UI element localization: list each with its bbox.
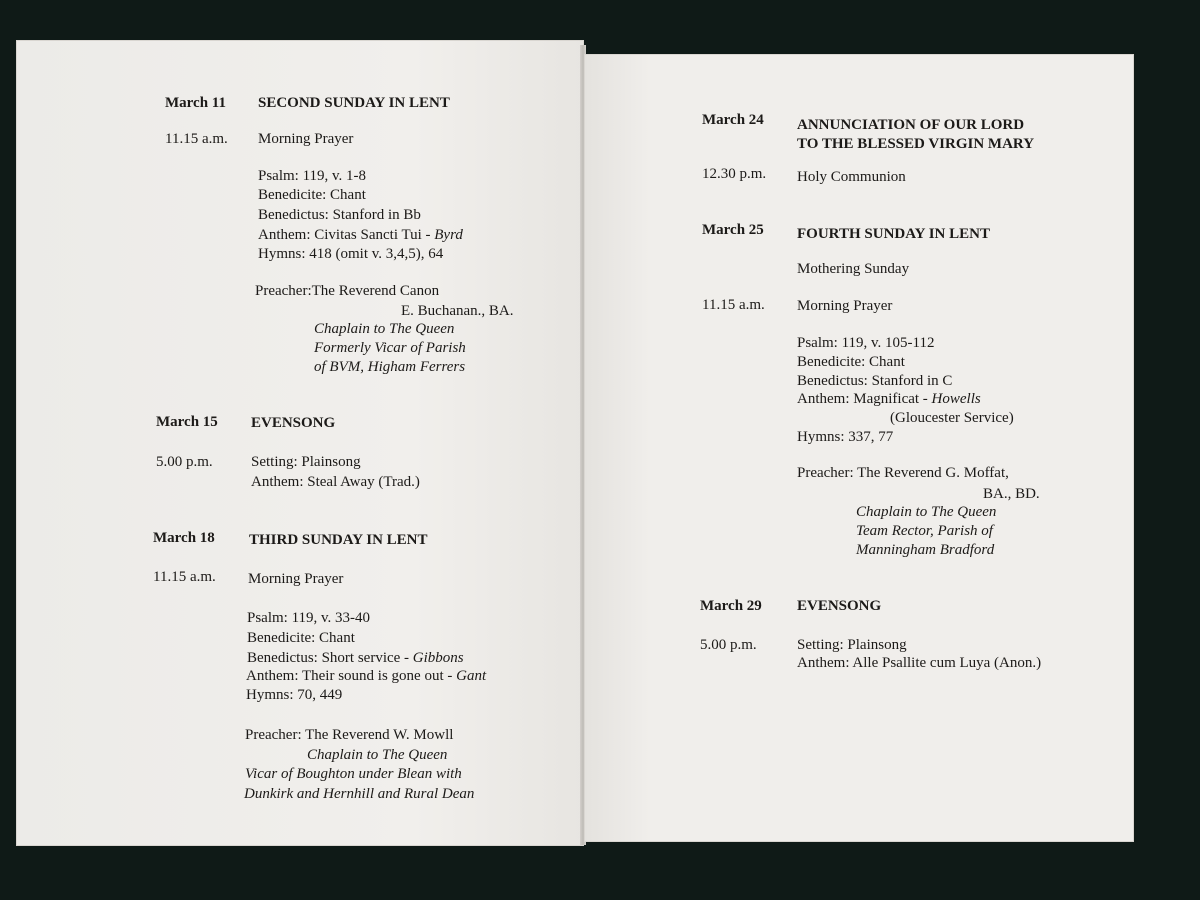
entry-time: 11.15 a.m. [165, 131, 228, 147]
entry-time: 5.00 p.m. [156, 454, 213, 470]
anthem-line [797, 390, 981, 409]
anthem-text: Anthem: Magnificat - [797, 391, 932, 407]
entry-date: March 25 [702, 222, 764, 238]
right-page [584, 54, 1134, 842]
music-line: Psalm: 119, v. 1-8 [258, 168, 367, 184]
music-line: Benedicite: Chant [247, 630, 355, 646]
anthem-line [246, 667, 486, 686]
entry-time: 5.00 p.m. [700, 637, 757, 653]
entry-time: 12.30 p.m. [702, 166, 767, 182]
service-name: Holy Communion [797, 169, 906, 185]
preacher-title: Chaplain to The Queen [314, 321, 455, 337]
composer-name: Gibbons [412, 650, 464, 666]
service-name: Morning Prayer [248, 571, 344, 587]
entry-date: March 11 [165, 95, 226, 111]
music-line: Benedictus: Stanford in C [797, 373, 953, 389]
anthem-line: Anthem: Alle Psallite cum Luya (Anon.) [797, 655, 1042, 671]
preacher-line: E. Buchanan., BA. [401, 303, 514, 319]
entry-time: 11.15 a.m. [702, 297, 765, 313]
preacher-title: Formerly Vicar of Parish [314, 340, 466, 356]
entry-title: EVENSONG [797, 598, 882, 614]
music-line: Psalm: 119, v. 33-40 [247, 610, 371, 626]
setting-line: Setting: Plainsong [797, 637, 907, 653]
preacher-title: Team Rector, Parish of [856, 523, 993, 539]
entry-title: THIRD SUNDAY IN LENT [249, 532, 428, 548]
benedictus-text: Benedictus: Short service - [247, 650, 413, 666]
service-name: Morning Prayer [797, 298, 893, 314]
preacher-title: Chaplain to The Queen [856, 504, 997, 520]
entry-date: March 29 [700, 598, 762, 614]
composer-name: Howells [931, 391, 981, 407]
entry-subtitle: Mothering Sunday [797, 261, 910, 277]
hymns-line: Hymns: 418 (omit v. 3,4,5), 64 [258, 246, 444, 262]
anthem-text: Anthem: Civitas Sancti Tui - [258, 227, 435, 243]
preacher-title: Dunkirk and Hernhill and Rural Dean [244, 786, 475, 802]
hymns-line: Hymns: 70, 449 [246, 687, 343, 703]
preacher-line: BA., BD. [983, 486, 1040, 502]
entry-title: TO THE BLESSED VIRGIN MARY [797, 136, 1035, 152]
anthem-service: (Gloucester Service) [890, 410, 1014, 426]
preacher-line: Preacher: The Reverend W. Mowll [245, 727, 454, 743]
entry-title: SECOND SUNDAY IN LENT [258, 95, 450, 111]
benedictus-line [247, 649, 464, 668]
anthem-line [258, 226, 463, 245]
preacher-line: Preacher: The Reverend G. Moffat, [797, 465, 1009, 481]
music-line: Benedicite: Chant [258, 187, 366, 203]
entry-title: ANNUNCIATION OF OUR LORD [797, 117, 1025, 133]
entry-date: March 18 [153, 530, 215, 546]
entry-date: March 15 [156, 414, 218, 430]
preacher-title: of BVM, Higham Ferrers [314, 359, 466, 375]
hymns-line: Hymns: 337, 77 [797, 429, 894, 445]
service-name: Morning Prayer [258, 131, 354, 147]
anthem-line: Anthem: Steal Away (Trad.) [251, 474, 420, 490]
left-page [16, 40, 584, 846]
setting-line: Setting: Plainsong [251, 454, 361, 470]
music-line: Benedictus: Stanford in Bb [258, 207, 421, 223]
preacher-title: Vicar of Boughton under Blean with [245, 766, 462, 782]
entry-title: FOURTH SUNDAY IN LENT [797, 226, 990, 242]
anthem-text: Anthem: Their sound is gone out - [246, 668, 457, 684]
entry-title: EVENSONG [251, 415, 336, 431]
preacher-title: Manningham Bradford [856, 542, 995, 558]
preacher-title: Chaplain to The Queen [307, 747, 448, 763]
preacher-line: Preacher:The Reverend Canon [255, 283, 440, 299]
composer-name: Gant [456, 668, 487, 684]
composer-name: Byrd [434, 227, 463, 243]
entry-time: 11.15 a.m. [153, 569, 216, 585]
entry-date: March 24 [702, 112, 764, 128]
music-line: Benedicite: Chant [797, 354, 905, 370]
music-line: Psalm: 119, v. 105-112 [797, 335, 935, 351]
